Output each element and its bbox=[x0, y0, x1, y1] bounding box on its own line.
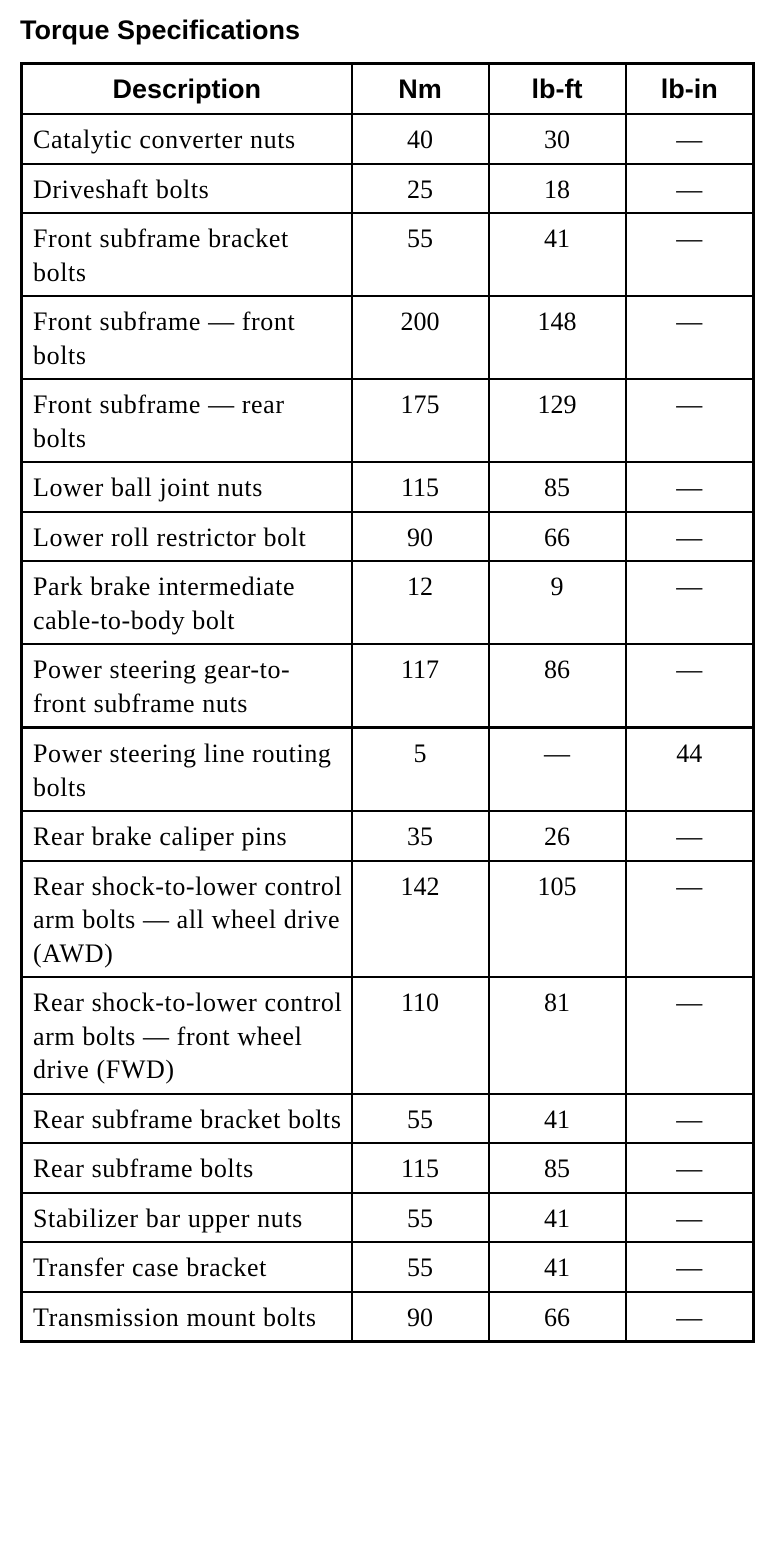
table-row bbox=[22, 512, 754, 562]
lb-in-cell: — bbox=[626, 811, 754, 861]
table-row bbox=[22, 644, 754, 728]
lb-in-cell: — bbox=[626, 561, 754, 644]
lb-in-cell: — bbox=[626, 861, 754, 978]
nm-cell: 55 bbox=[352, 1193, 489, 1243]
table-row bbox=[22, 1143, 754, 1193]
table-row bbox=[22, 977, 754, 1094]
description-cell: Lower roll restrictor bolt bbox=[22, 512, 352, 562]
nm-cell: 55 bbox=[352, 1094, 489, 1144]
lb-in-cell: — bbox=[626, 977, 754, 1094]
description-cell: Catalytic converter nuts bbox=[22, 114, 352, 164]
lb-in-cell: — bbox=[626, 296, 754, 379]
nm-cell: 25 bbox=[352, 164, 489, 214]
lb-ft-cell: 86 bbox=[489, 644, 626, 728]
column-header-lb-in: lb-in bbox=[626, 64, 754, 115]
nm-cell: 40 bbox=[352, 114, 489, 164]
nm-cell: 35 bbox=[352, 811, 489, 861]
nm-cell: 55 bbox=[352, 1242, 489, 1292]
lb-ft-cell: 41 bbox=[489, 1242, 626, 1292]
description-cell: Power steering gear-to-front subframe nuts bbox=[22, 644, 352, 728]
page-title: Torque Specifications bbox=[20, 15, 301, 45]
lb-ft-cell: 66 bbox=[489, 512, 626, 562]
description-cell: Front subframe — rear bolts bbox=[22, 379, 352, 462]
nm-cell: 115 bbox=[352, 462, 489, 512]
lb-ft-cell: 81 bbox=[489, 977, 626, 1094]
table-row bbox=[22, 114, 754, 164]
lb-in-cell: — bbox=[626, 1094, 754, 1144]
lb-ft-cell: 41 bbox=[489, 1193, 626, 1243]
column-header-nm: Nm bbox=[352, 64, 489, 115]
lb-in-cell: — bbox=[626, 512, 754, 562]
table-row bbox=[22, 861, 754, 978]
lb-in-cell: 44 bbox=[626, 728, 754, 812]
nm-cell: 90 bbox=[352, 1292, 489, 1342]
lb-in-cell: — bbox=[626, 379, 754, 462]
lb-in-cell: — bbox=[626, 1193, 754, 1243]
description-cell: Power steering line routing bolts bbox=[22, 728, 352, 812]
nm-cell: 90 bbox=[352, 512, 489, 562]
table-row bbox=[22, 728, 754, 812]
table-row bbox=[22, 1193, 754, 1243]
table-row bbox=[22, 811, 754, 861]
nm-cell: 115 bbox=[352, 1143, 489, 1193]
lb-in-cell: — bbox=[626, 644, 754, 728]
table-row bbox=[22, 164, 754, 214]
nm-cell: 175 bbox=[352, 379, 489, 462]
lb-in-cell: — bbox=[626, 114, 754, 164]
lb-in-cell: — bbox=[626, 213, 754, 296]
table-row bbox=[22, 1094, 754, 1144]
table-row bbox=[22, 561, 754, 644]
description-cell: Rear subframe bolts bbox=[22, 1143, 352, 1193]
nm-cell: 110 bbox=[352, 977, 489, 1094]
nm-cell: 117 bbox=[352, 644, 489, 728]
description-cell: Rear shock-to-lower control arm bolts — all wheel drive (AWD) bbox=[22, 861, 352, 978]
description-cell: Rear subframe bracket bolts bbox=[22, 1094, 352, 1144]
lb-in-cell: — bbox=[626, 164, 754, 214]
description-cell: Park brake intermediate cable-to-body bolt bbox=[22, 561, 352, 644]
description-cell: Front subframe — front bolts bbox=[22, 296, 352, 379]
torque-spec-table bbox=[20, 62, 755, 1343]
lb-ft-cell: 41 bbox=[489, 213, 626, 296]
column-header-description: Description bbox=[22, 64, 352, 115]
lb-ft-cell: 148 bbox=[489, 296, 626, 379]
nm-cell: 12 bbox=[352, 561, 489, 644]
column-header-lb-ft: lb-ft bbox=[489, 64, 626, 115]
lb-in-cell: — bbox=[626, 1242, 754, 1292]
lb-in-cell: — bbox=[626, 462, 754, 512]
description-cell: Driveshaft bolts bbox=[22, 164, 352, 214]
nm-cell: 200 bbox=[352, 296, 489, 379]
lb-ft-cell: 26 bbox=[489, 811, 626, 861]
description-cell: Front subframe bracket bolts bbox=[22, 213, 352, 296]
table-header-row bbox=[22, 64, 754, 115]
lb-ft-cell: 85 bbox=[489, 1143, 626, 1193]
table-row bbox=[22, 379, 754, 462]
description-cell: Transfer case bracket bbox=[22, 1242, 352, 1292]
lb-ft-cell: 129 bbox=[489, 379, 626, 462]
lb-in-cell: — bbox=[626, 1143, 754, 1193]
description-cell: Rear shock-to-lower control arm bolts — front wheel drive (FWD) bbox=[22, 977, 352, 1094]
lb-ft-cell: 85 bbox=[489, 462, 626, 512]
lb-ft-cell: 18 bbox=[489, 164, 626, 214]
table-row bbox=[22, 1292, 754, 1342]
description-cell: Transmission mount bolts bbox=[22, 1292, 352, 1342]
lb-ft-cell: — bbox=[489, 728, 626, 812]
description-cell: Lower ball joint nuts bbox=[22, 462, 352, 512]
nm-cell: 5 bbox=[352, 728, 489, 812]
table-row bbox=[22, 296, 754, 379]
nm-cell: 55 bbox=[352, 213, 489, 296]
lb-ft-cell: 9 bbox=[489, 561, 626, 644]
table-row bbox=[22, 1242, 754, 1292]
lb-ft-cell: 105 bbox=[489, 861, 626, 978]
description-cell: Stabilizer bar upper nuts bbox=[22, 1193, 352, 1243]
description-cell: Rear brake caliper pins bbox=[22, 811, 352, 861]
table-row bbox=[22, 213, 754, 296]
nm-cell: 142 bbox=[352, 861, 489, 978]
lb-ft-cell: 41 bbox=[489, 1094, 626, 1144]
table-row bbox=[22, 462, 754, 512]
lb-ft-cell: 66 bbox=[489, 1292, 626, 1342]
lb-in-cell: — bbox=[626, 1292, 754, 1342]
lb-ft-cell: 30 bbox=[489, 114, 626, 164]
